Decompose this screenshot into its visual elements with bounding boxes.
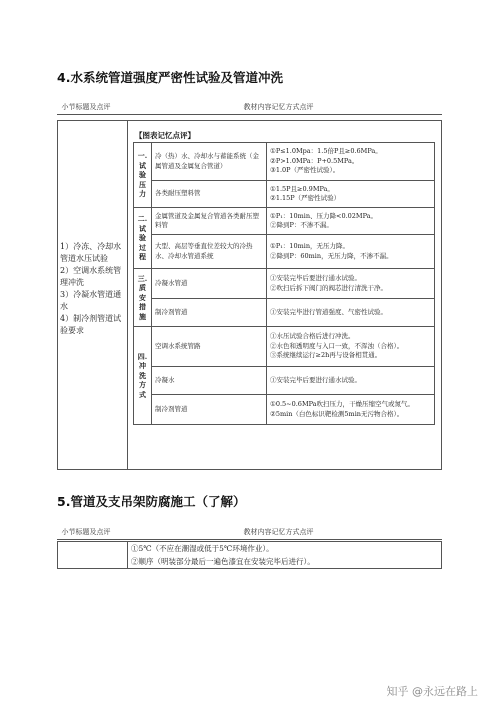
col-header-left: 小节标题及点评 <box>61 528 111 536</box>
notes-cell: ①0.5~0.6MPa吹扫压力，干燥压缩空气或氮气。 ②5min（白色标识靶检测5min无污物合格）。 <box>267 395 435 425</box>
topic-line: 水 <box>60 302 68 311</box>
table-row <box>134 367 435 395</box>
notes-cell: ①P₁：10min，无压力降。 ②降到P：60min，无压力降，不渗不漏。 <box>267 235 435 269</box>
category-cell: 四. 冲 洗 方 式 <box>134 327 152 425</box>
item-cell: 空调水系统管路 <box>152 327 267 367</box>
col-header-right: 教材内容记忆方式点评 <box>243 103 314 111</box>
col-header-left: 小节标题及点评 <box>61 103 111 111</box>
section4-topics <box>60 241 121 337</box>
notes-cell: ①安装完毕后要进行通水试验。 <box>267 367 435 395</box>
item-cell: 金属管道及金属复合管道各类耐压塑料管 <box>152 208 267 235</box>
topic-line: 1）冷冻、冷却水 <box>60 242 122 251</box>
memo-table <box>133 142 435 425</box>
section4-heading: 4.水系统管道强度严密性试验及管道冲洗 <box>57 70 283 85</box>
header-rule <box>57 539 442 540</box>
notes-cell: ①1.5P且≥0.9MPa。 ②1.15P（严密性试验） <box>267 181 435 208</box>
topic-line: 3）冷凝水管道通 <box>60 290 122 299</box>
table-row <box>134 327 435 367</box>
table-row <box>134 143 435 181</box>
watermark: 知乎 @永远在路上 <box>386 685 478 698</box>
item-cell: 制冷剂管道 <box>152 299 267 327</box>
section5-content <box>131 542 315 568</box>
content-line: ①5℃（不应在潮湿或低于5℃环境作业）。 <box>131 544 274 553</box>
item-cell: 冷凝水 <box>152 367 267 395</box>
category-cell: 二. 试 验 过 程 <box>134 208 152 269</box>
item-cell: 冷（热）水、冷却水与蓄能系统（金属管道及金属复合管道） <box>152 143 267 181</box>
table-row <box>134 181 435 208</box>
column-divider <box>127 120 128 470</box>
notes-cell: ①安装完毕后要进行通水试验。 ②吹扫后拆下阀门的阀芯进行清洗干净。 <box>267 269 435 299</box>
item-cell: 冷凝水管道 <box>152 269 267 299</box>
notes-cell: ①水压试验合格后进行冲洗。 ②水色和透明度与入口一致，不浑浊（合格）。 ③系统继续运行≥2h再与设备相贯通。 <box>267 327 435 367</box>
category-cell: 三. 质 安 措 施 <box>134 269 152 327</box>
col-header-right: 教材内容记忆方式点评 <box>243 528 314 536</box>
item-cell: 大型、高层等垂直位差较大的冷热水、冷却水管道系统 <box>152 235 267 269</box>
notes-cell: ①P≤1.0Mpa：1.5倍P且≥0.6MPa。 ②P>1.0MPa：P+0.5MPa。 ③1.0P（严密性试验）。 <box>267 143 435 181</box>
category-cell: 一. 试 验 压 力 <box>134 143 152 208</box>
table-row <box>134 208 435 235</box>
table-row <box>134 299 435 327</box>
topic-line: 理冲洗 <box>60 278 84 287</box>
topic-line: 管道水压试验 <box>60 254 108 263</box>
table-row <box>134 395 435 425</box>
header-rule <box>57 114 442 115</box>
notes-cell: ①P₁：10min、压力降<0.02MPa。 ②降到P：不渗不漏。 <box>267 208 435 235</box>
item-cell: 制冷剂管道 <box>152 395 267 425</box>
content-line: ②顺序（明装部分最后一遍色漆宜在安装完毕后进行）。 <box>131 557 315 566</box>
notes-cell: ①安装完毕进行管道强度、气密性试验。 <box>267 299 435 327</box>
section5-heading: 5.管道及支吊架防腐施工（了解） <box>57 494 246 509</box>
topic-line: 验要求 <box>60 326 84 335</box>
item-cell: 各类耐压塑料管 <box>152 181 267 208</box>
memo-title: 【图表记忆点评】 <box>135 131 195 140</box>
table-row <box>134 235 435 269</box>
topic-line: 2）空调水系统管 <box>60 266 122 275</box>
table-row <box>134 269 435 299</box>
topic-line: 4）制冷剂管道试 <box>60 314 122 323</box>
column-divider <box>127 541 128 569</box>
